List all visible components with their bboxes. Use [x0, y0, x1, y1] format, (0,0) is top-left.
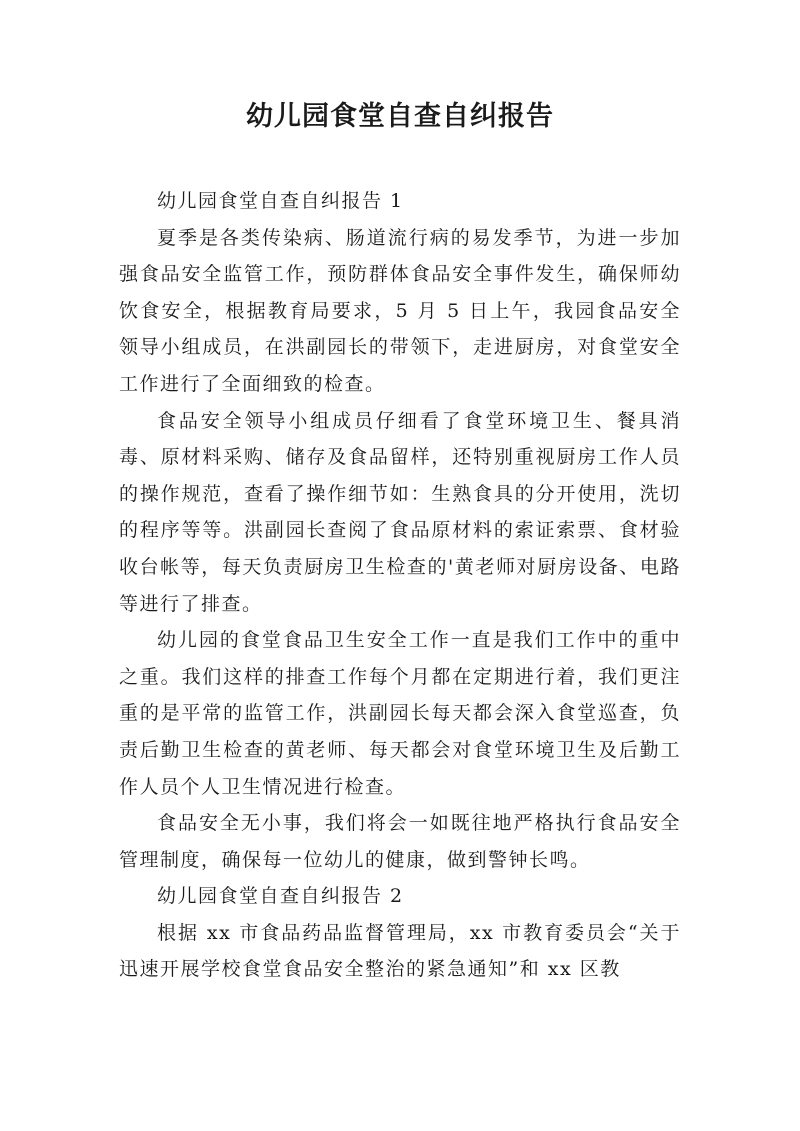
document-title: 幼儿园食堂自查自纠报告 [246, 101, 554, 132]
paragraph: 夏季是各类传染病、肠道流行病的易发季节，为进一步加强食品安全监管工作，预防群体食品安全事件发生，确保师幼饮食安全，根据教育局要求，5 月 5 日上午，我园食品安全领导小组成员，在洪副园长的带领下，走进厨房，对食堂安全工作进行了全面细致的检查。 [119, 226, 681, 395]
section-heading-2: 幼儿园食堂自查自纠报告 2 [157, 885, 404, 908]
paragraph: 根据 xx 市食品药品监督管理局，xx 市教育委员会“关于迅速开展学校食堂食品安全整治的紧急通知”和 xx 区教 [119, 921, 681, 981]
paragraph: 食品安全无小事，我们将会一如既往地严格执行食品安全管理制度，确保每一位幼儿的健康，做到警钟长鸣。 [119, 812, 681, 871]
document-body [119, 183, 681, 988]
paragraph: 食品安全领导小组成员仔细看了食堂环境卫生、餐具消毒、原材料采购、储存及食品留样，还特别重视厨房工作人员的操作规范，查看了操作细节如：生熟食具的分开使用，洗切的程序等等。洪副园长查阅了食品原材料的索证索票、食材验收台帐等，每天负责厨房卫生检查的'黄老师对厨房设备、电路等进行了排查。 [119, 409, 681, 615]
section-heading-1: 幼儿园食堂自查自纠报告 1 [157, 190, 404, 212]
paragraph: 幼儿园的食堂食品卫生安全工作一直是我们工作中的重中之重。我们这样的排查工作每个月都在定期进行着，我们更注重的是平常的监管工作，洪副园长每天都会深入食堂巡查，负责后勤卫生检查的黄老师、每天都会对食堂环境卫生及后勤工作人员个人卫生情况进行检查。 [119, 629, 681, 798]
